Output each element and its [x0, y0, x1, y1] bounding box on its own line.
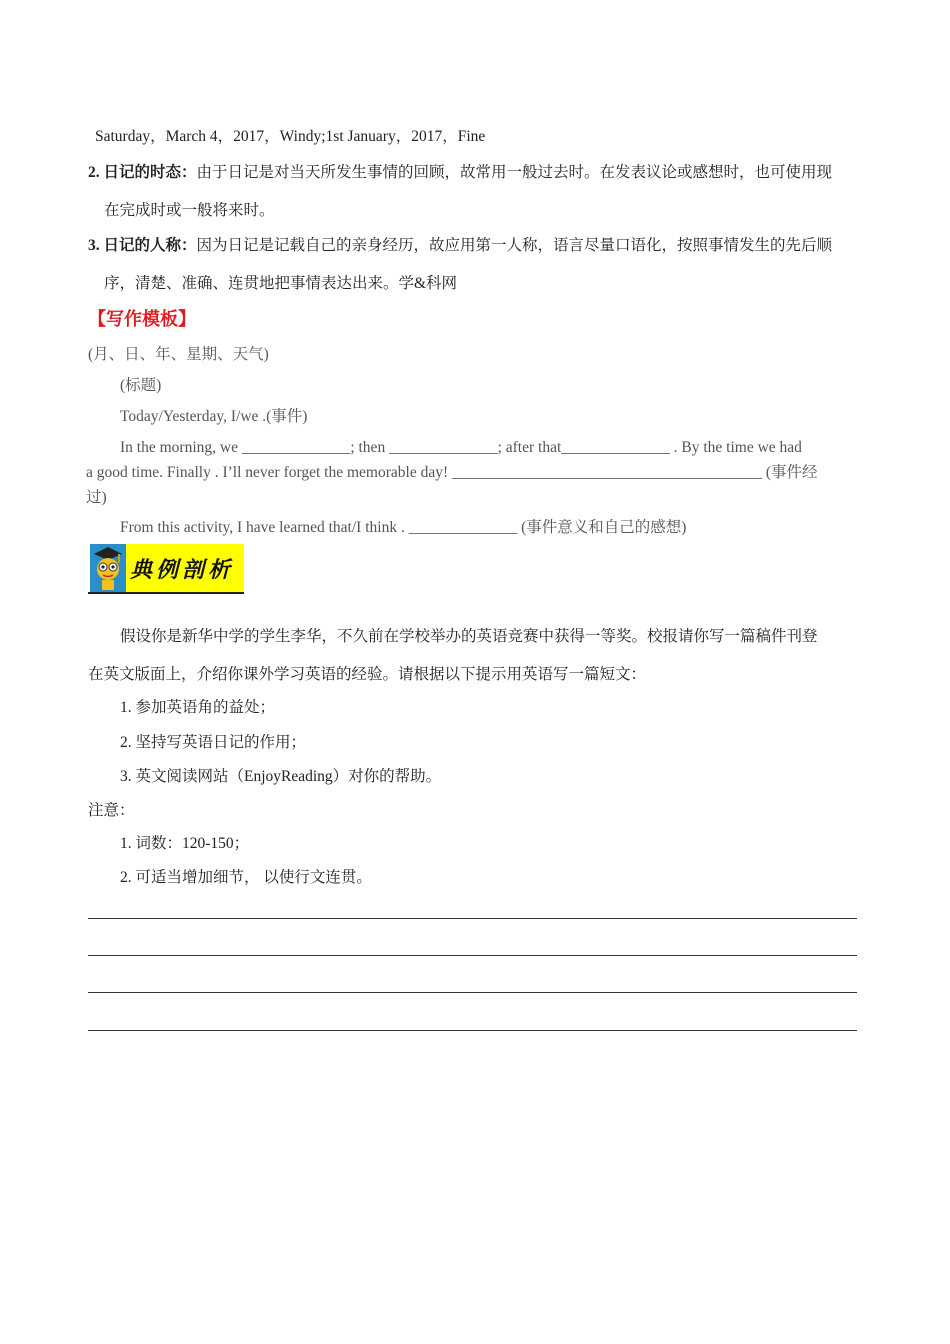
- point-2-label: 2. 日记的时态：: [88, 164, 197, 181]
- graduate-mascot-icon: [88, 544, 128, 592]
- point-3: [88, 236, 832, 256]
- task-item-1: 1. 参加英语角的益处；: [120, 699, 276, 716]
- answer-line-2[interactable]: [88, 955, 857, 956]
- note-label: 注意：: [88, 802, 135, 819]
- point-3-text: 因为日记是记载自己的亲身经历，故应用第一人称，语言尽量口语化，按照事情发生的先后顺: [196, 237, 833, 254]
- template-activity-line: From this activity, I have learned that/I think . ______________ (事件意义和自己的感想): [120, 519, 687, 536]
- task-item-2: 2. 坚持写英语日记的作用；: [120, 734, 307, 751]
- answer-line-1[interactable]: [88, 918, 857, 919]
- template-morning-cont2: 过): [86, 489, 107, 506]
- template-event-line: Today/Yesterday, I/we .(事件): [120, 408, 308, 425]
- answer-line-4[interactable]: [88, 1030, 857, 1031]
- point-2: [88, 163, 832, 183]
- example-analysis-banner: [88, 544, 244, 594]
- banner-underline: [88, 592, 244, 594]
- answer-line-3[interactable]: [88, 992, 857, 993]
- template-date-line: (月、日、年、星期、天气): [88, 346, 269, 363]
- template-morning-line: In the morning, we ______________; then ______________; after that______________ . By the time we had: [120, 439, 802, 456]
- template-heading: 【写作模板】: [88, 309, 196, 329]
- task-item-3: 3. 英文阅读网站（EnjoyReading）对你的帮助。: [120, 768, 442, 785]
- banner-title: 典例剖析: [130, 558, 235, 583]
- template-morning-cont: a good time. Finally . I’ll never forget the memorable day! ________________________________________ (事件经: [86, 464, 818, 481]
- point-3-label: 3. 日记的人称：: [88, 237, 197, 254]
- note-2: 2. 可适当增加细节， 以使行文连贯。: [120, 869, 372, 886]
- point-2-text: 由于日记是对当天所发生事情的回顾，故常用一般过去时。在发表议论或感想时，也可使用现: [196, 164, 833, 181]
- task-intro: 假设你是新华中学的学生李华，不久前在学校举办的英语竞赛中获得一等奖。校报请你写一篇稿件刊登: [120, 628, 818, 645]
- task-intro-cont: 在英文版面上，介绍你课外学习英语的经验。请根据以下提示用英语写一篇短文：: [88, 666, 647, 683]
- point-2-cont: 在完成时或一般将来时。: [104, 202, 275, 219]
- template-title-line: (标题): [120, 377, 162, 394]
- header-date-weather-example: Saturday，March 4，2017，Windy;1st January，2017，Fine: [95, 128, 486, 145]
- note-1: 1. 词数：120-150；: [120, 835, 250, 852]
- point-3-cont: 序，清楚、准确、连贯地把事情表达出来。学&科网: [104, 275, 458, 292]
